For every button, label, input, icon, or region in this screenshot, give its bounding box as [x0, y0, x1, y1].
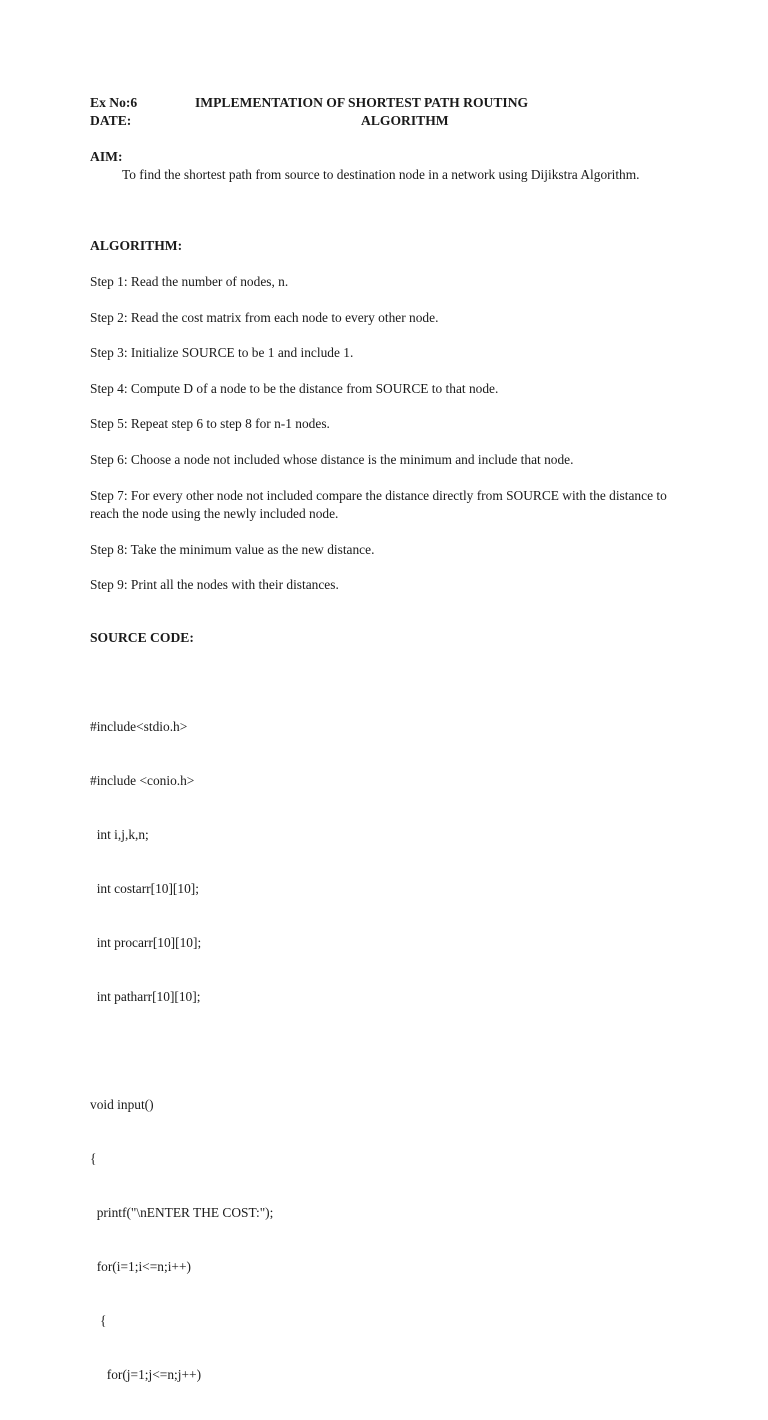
code-line: #include<stdio.h> — [90, 719, 188, 734]
algorithm-step: Step 7: For every other node not included compare the distance directly from SOURCE with the distance to reach the node using the newly included node. — [90, 488, 667, 521]
ex-number: Ex No:6 — [90, 95, 138, 110]
aim-heading: AIM: — [90, 149, 123, 164]
code-line: { — [90, 1151, 97, 1166]
algorithm-step: Step 9: Print all the nodes with their distances. — [90, 577, 339, 592]
date-label: DATE: — [90, 113, 132, 128]
algorithm-step: Step 8: Take the minimum value as the new distance. — [90, 542, 375, 557]
code-line: int i,j,k,n; — [90, 827, 149, 842]
algorithm-step: Step 1: Read the number of nodes, n. — [90, 274, 289, 289]
code-line: { — [90, 1313, 107, 1328]
code-line: #include <conio.h> — [90, 773, 195, 788]
algorithm-step: Step 5: Repeat step 6 to step 8 for n-1 nodes. — [90, 416, 330, 431]
source-code-heading: SOURCE CODE: — [90, 630, 194, 645]
code-block — [90, 682, 273, 1420]
code-line: for(i=1;i<=n;i++) — [90, 1259, 191, 1274]
algorithm-step: Step 3: Initialize SOURCE to be 1 and include 1. — [90, 345, 354, 360]
code-line: printf("\nENTER THE COST:"); — [90, 1205, 274, 1220]
title-line-1: IMPLEMENTATION OF SHORTEST PATH ROUTING — [195, 95, 529, 110]
aim-text: To find the shortest path from source to destination node in a network using Dijikstra Algorithm. — [122, 167, 640, 182]
code-line: int costarr[10][10]; — [90, 881, 199, 896]
algorithm-step: Step 4: Compute D of a node to be the distance from SOURCE to that node. — [90, 381, 499, 396]
code-line: int procarr[10][10]; — [90, 935, 202, 950]
algorithm-step: Step 2: Read the cost matrix from each node to every other node. — [90, 310, 439, 325]
code-line — [90, 1042, 273, 1060]
code-line: int patharr[10][10]; — [90, 989, 201, 1004]
algorithm-heading: ALGORITHM: — [90, 238, 183, 253]
title-line-2: ALGORITHM — [361, 113, 449, 128]
code-line: for(j=1;j<=n;j++) — [90, 1367, 202, 1382]
code-line: void input() — [90, 1097, 154, 1112]
algorithm-step: Step 6: Choose a node not included whose distance is the minimum and include that node. — [90, 452, 574, 467]
